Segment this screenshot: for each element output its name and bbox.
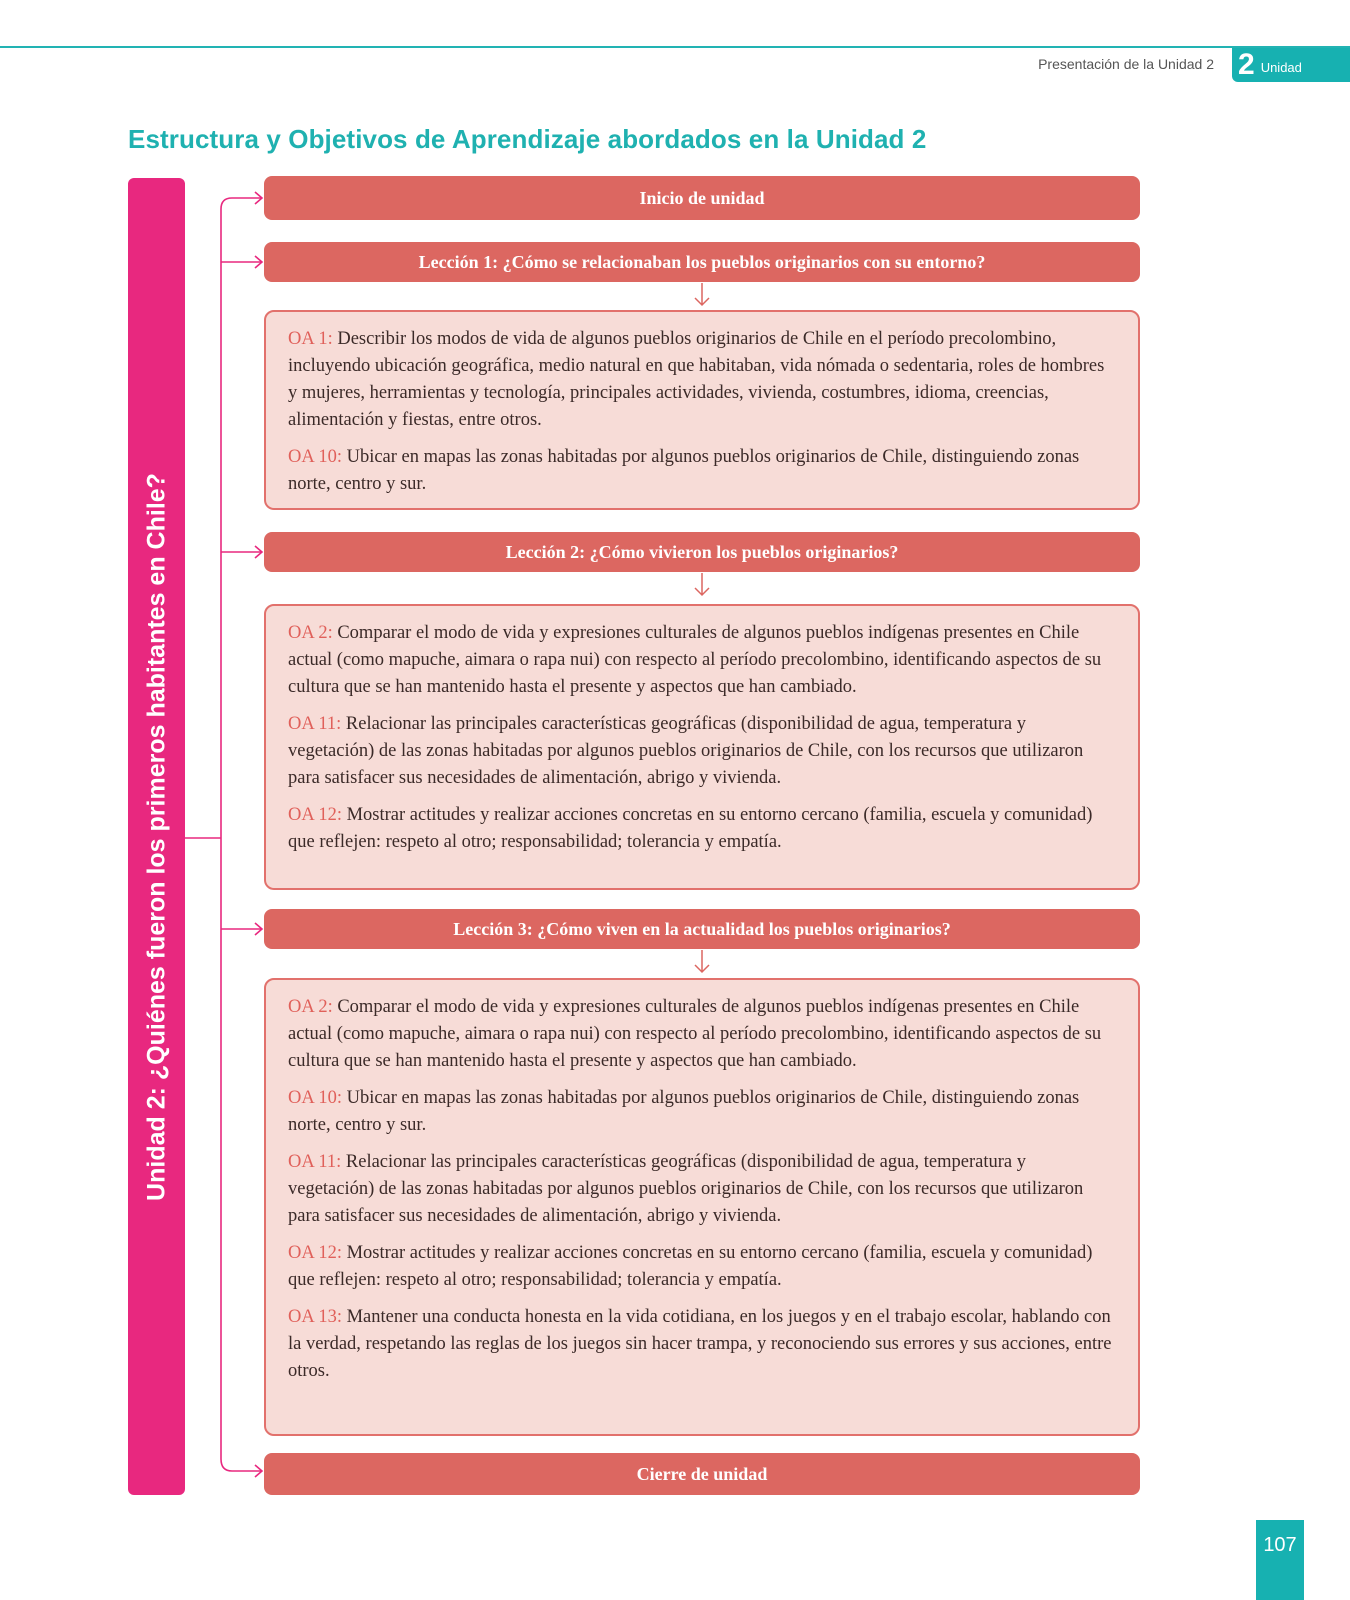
oa-text: Relacionar las principales características geográficas (disponibilidad de agua, temperatura y vegetación) de las zonas habitadas por algunos pueblos originarios de Chile, con los recursos que utilizaron para satisfacer sus necesidades de alimentación, abrigo y vivienda. — [288, 1152, 1084, 1226]
unit-number: 2 — [1238, 48, 1255, 81]
arrowhead-cierre-icon — [255, 1465, 262, 1477]
unit-side-bar — [128, 178, 185, 1495]
oa-code: OA 12: — [288, 805, 342, 825]
down-arrow-leccion1-icon — [695, 283, 709, 305]
oa-item — [288, 326, 1116, 434]
arrowhead-leccion3-icon — [255, 923, 262, 935]
oa-code: OA 2: — [288, 623, 333, 643]
oa-code: OA 2: — [288, 997, 333, 1017]
oa-code: OA 11: — [288, 714, 342, 734]
oa-text: Mantener una conducta honesta en la vida cotidiana, en los juegos y en el trabajo escolar, hablando con la verdad, respetando las reglas de los juegos sin hacer trampa, y reconociendo sus errores y sus acciones, entre otros. — [288, 1307, 1112, 1381]
oa-code: OA 1: — [288, 329, 333, 349]
oa-item — [288, 620, 1116, 701]
oa-item — [288, 802, 1116, 856]
oa-code: OA 10: — [288, 447, 342, 467]
unit-tab — [1232, 48, 1350, 82]
page-title: Estructura y Objetivos de Aprendizaje abordados en la Unidad 2 — [128, 124, 927, 154]
oa-code: OA 10: — [288, 1088, 342, 1108]
oa-code: OA 11: — [288, 1152, 342, 1172]
oa-item — [288, 1085, 1116, 1139]
oa-item — [288, 1240, 1116, 1294]
inicio-de-unidad-header: Inicio de unidad — [264, 176, 1140, 220]
running-head: Presentación de la Unidad 2 — [1038, 56, 1214, 72]
leccion-3-header: Lección 3: ¿Cómo viven en la actualidad los pueblos originarios? — [264, 909, 1140, 949]
arrowhead-inicio-icon — [255, 192, 262, 204]
oa-item — [288, 994, 1116, 1075]
oa-text: Comparar el modo de vida y expresiones culturales de algunos pueblos indígenas presentes en Chile actual (como mapuche, aimara o rapa nui) con respecto al período precolombino, identificando aspectos de su cultura que se han mantenido hasta el presente y aspectos que han cambiado. — [288, 997, 1102, 1071]
cierre-de-unidad-header: Cierre de unidad — [264, 1453, 1140, 1495]
arrowhead-leccion2-icon — [255, 546, 262, 558]
top-rule — [0, 46, 1350, 48]
leccion-1-header: Lección 1: ¿Cómo se relacionaban los pueblos originarios con su entorno? — [264, 242, 1140, 282]
oa-item — [288, 1304, 1116, 1385]
oa-text: Comparar el modo de vida y expresiones culturales de algunos pueblos indígenas presentes en Chile actual (como mapuche, aimara o rapa nui) con respecto al período precolombino, identificando aspectos de su cultura que se han mantenido hasta el presente y aspectos que han cambiado. — [288, 623, 1102, 697]
unit-word: Unidad — [1260, 59, 1302, 75]
oa-text: Mostrar actitudes y realizar acciones concretas en su entorno cercano (familia, escuela y comunidad) que reflejen: respeto al otro; responsabilidad; tolerancia y empatía. — [288, 805, 1093, 852]
oa-text: Ubicar en mapas las zonas habitadas por algunos pueblos originarios de Chile, distinguiendo zonas norte, centro y sur. — [288, 1088, 1080, 1135]
leccion-2-header: Lección 2: ¿Cómo vivieron los pueblos originarios? — [264, 532, 1140, 572]
down-arrow-leccion2-icon — [695, 573, 709, 595]
leccion-2-oa-box — [264, 604, 1140, 890]
oa-text: Relacionar las principales características geográficas (disponibilidad de agua, temperatura y vegetación) de las zonas habitadas por algunos pueblos originarios de Chile, con los recursos que utilizaron para satisfacer sus necesidades de alimentación, abrigo y vivienda. — [288, 714, 1084, 788]
leccion-1-oa-box — [264, 310, 1140, 510]
page-number: 107 — [1256, 1520, 1304, 1600]
oa-item — [288, 1149, 1116, 1230]
down-arrow-leccion3-icon — [695, 950, 709, 972]
oa-code: OA 13: — [288, 1307, 342, 1327]
oa-text: Describir los modos de vida de algunos pueblos originarios de Chile en el período precolombino, incluyendo ubicación geográfica, medio natural en que habitaban, vida nómada o sedentaria, roles de hombres y mujeres, herramientas y tecnología, principales actividades, vivienda, costumbres, idioma, creencias, alimentación y fiestas, entre otros. — [288, 329, 1105, 430]
arrowhead-leccion1-icon — [255, 256, 262, 268]
oa-item — [288, 444, 1116, 498]
leccion-3-oa-box — [264, 978, 1140, 1436]
oa-text: Ubicar en mapas las zonas habitadas por algunos pueblos originarios de Chile, distinguiendo zonas norte, centro y sur. — [288, 447, 1080, 494]
unit-question-label: Unidad 2: ¿Quiénes fueron los primeros habitantes en Chile? — [142, 472, 170, 1201]
oa-item — [288, 711, 1116, 792]
oa-code: OA 12: — [288, 1243, 342, 1263]
oa-text: Mostrar actitudes y realizar acciones concretas en su entorno cercano (familia, escuela y comunidad) que reflejen: respeto al otro; responsabilidad; tolerancia y empatía. — [288, 1243, 1093, 1290]
bracket-spine — [221, 198, 262, 1471]
